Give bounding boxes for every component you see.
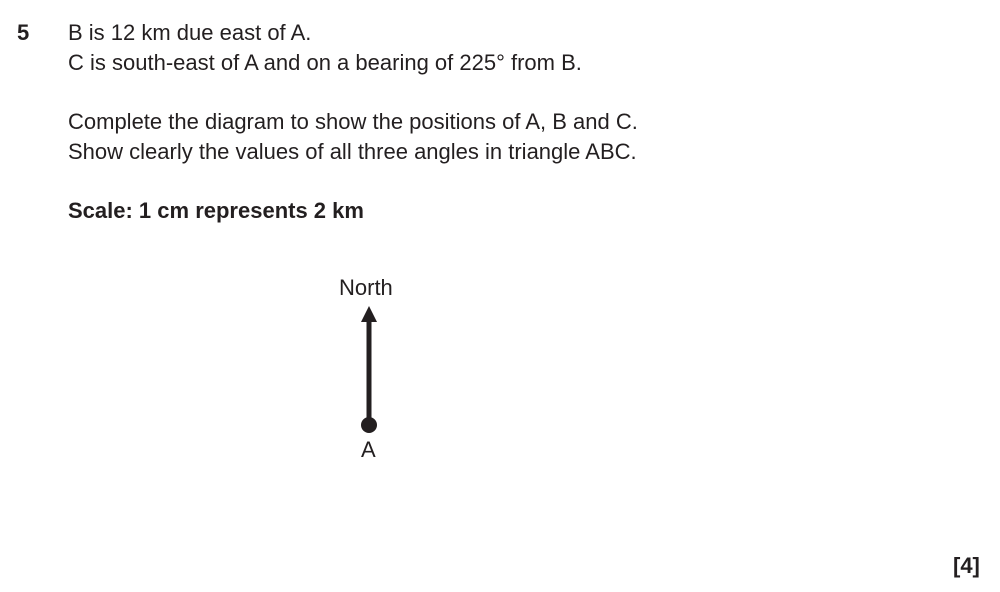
question-line: B is 12 km due east of A. <box>68 20 312 45</box>
north-label: North <box>339 275 393 300</box>
instruction-line: Show clearly the values of all three angles in triangle ABC. <box>68 139 637 164</box>
scale-text: Scale: 1 cm represents 2 km <box>68 198 364 223</box>
question-line: C is south-east of A and on a bearing of 225° from B. <box>68 50 582 75</box>
point-a-dot <box>361 417 377 433</box>
question-number: 5 <box>17 20 30 45</box>
instruction-line: Complete the diagram to show the positions of A, B and C. <box>68 109 638 134</box>
point-a-label: A <box>361 437 376 462</box>
marks-label: [4] <box>953 553 980 578</box>
